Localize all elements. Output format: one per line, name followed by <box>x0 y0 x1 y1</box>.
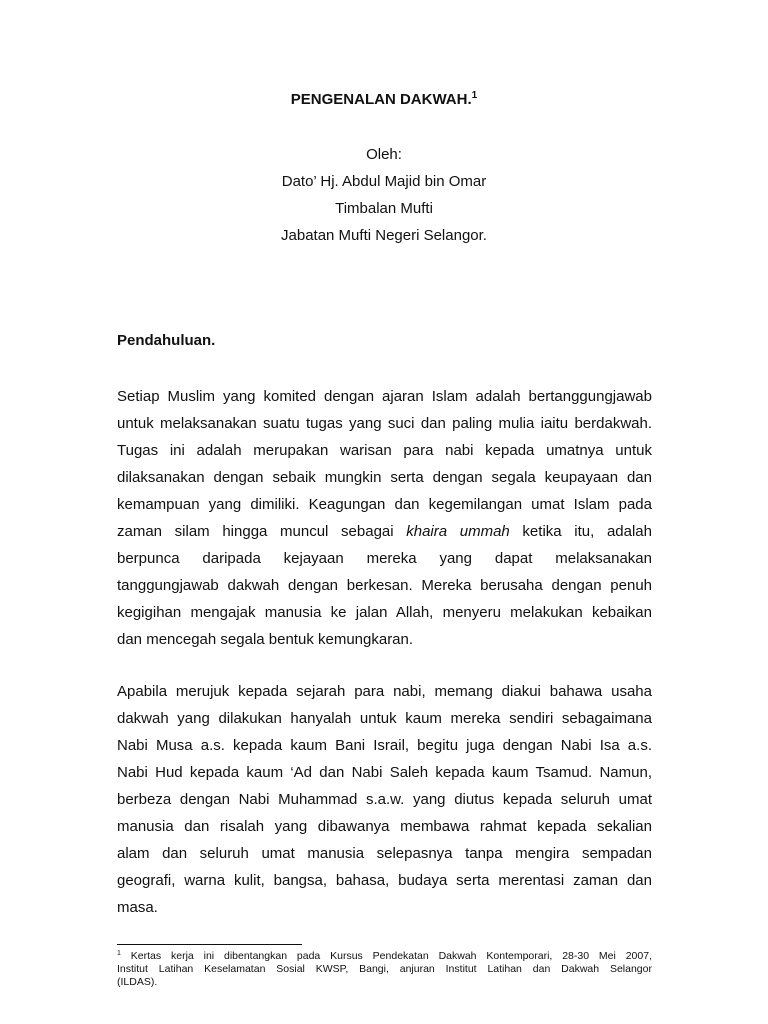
line-text: ketika itu, adalah <box>509 523 652 540</box>
paragraph-line <box>117 518 652 545</box>
paragraph-line: tanggungjawab dakwah dengan berkesan. Mereka berusaha dengan penuh <box>117 577 652 594</box>
paragraph-line: Tugas ini adalah merupakan warisan para nabi kepada umatnya untuk <box>117 442 652 459</box>
paragraph-2 <box>117 678 652 921</box>
paragraph-1 <box>117 383 652 653</box>
section-heading: Pendahuluan. <box>117 332 216 349</box>
paragraph-line: Nabi Musa a.s. kepada kaum Bani Israil, begitu juga dengan Nabi Isa a.s. <box>117 737 652 754</box>
footnote-text: Kertas kerja ini dibentangkan pada Kursus Pendekatan Dakwah Kontemporari, 28-30 Mei 2007, <box>120 950 652 962</box>
paragraph-line: kegigihan mengajak manusia ke jalan Allah, menyeru melakukan kebaikan <box>117 604 652 621</box>
footnote-marker: 1 <box>117 950 121 957</box>
footnote-line: (ILDAS). <box>117 976 158 988</box>
paragraph-line: Apabila merujuk kepada sejarah para nabi, memang diakui bahawa usaha <box>117 683 652 700</box>
author-name: Dato’ Hj. Abdul Majid bin Omar <box>281 173 487 190</box>
paragraph-line: untuk melaksanakan suatu tugas yang suci dan paling mulia iaitu berdakwah. <box>117 415 652 432</box>
paragraph-line: dan mencegah segala bentuk kemungkaran. <box>117 631 414 648</box>
line-text: zaman silam hingga muncul sebagai <box>117 523 407 540</box>
document-title <box>0 91 768 109</box>
footnote <box>117 950 652 989</box>
paragraph-line: Nabi Hud kepada kaum ‘Ad dan Nabi Saleh kepada kaum Tsamud. Namun, <box>117 764 652 781</box>
footnote-line <box>117 950 652 963</box>
paragraph-line: alam dan seluruh umat manusia selepasnya tanpa mengira sempadan <box>117 845 652 862</box>
author-department: Jabatan Mufti Negeri Selangor. <box>281 227 487 244</box>
paragraph-line: berbeza dengan Nabi Muhammad s.a.w. yang diutus kepada seluruh umat <box>117 791 652 808</box>
paragraph-line: dilaksanakan dengan sebaik mungkin serta dengan segala keupayaan dan <box>117 469 652 486</box>
title-text: PENGENALAN DAKWAH. <box>290 91 472 108</box>
paragraph-line: manusia dan risalah yang dibawanya membawa rahmat kepada sekalian <box>117 818 652 835</box>
footnote-separator <box>117 944 302 945</box>
author-position: Timbalan Mufti <box>335 200 433 217</box>
italic-term: khaira ummah <box>406 523 510 540</box>
paragraph-line: Setiap Muslim yang komited dengan ajaran Islam adalah bertanggungjawab <box>117 388 652 405</box>
paragraph-line: dakwah yang dilakukan hanyalah untuk kaum mereka sendiri sebagaimana <box>117 710 652 727</box>
title-footnote-ref: 1 <box>471 90 478 101</box>
footnote-line: Institut Latihan Keselamatan Sosial KWSP, Bangi, anjuran Institut Latihan dan Dakwah Selangor <box>117 963 652 975</box>
paragraph-line: masa. <box>117 899 158 916</box>
paragraph-line: geografi, warna kulit, bangsa, bahasa, budaya serta merentasi zaman dan <box>117 872 652 889</box>
paragraph-line: berpunca daripada kejayaan mereka yang dapat melaksanakan <box>117 550 652 567</box>
paragraph-line: kemampuan yang dimiliki. Keagungan dan kegemilangan umat Islam pada <box>117 496 652 513</box>
byline-label: Oleh: <box>366 146 402 163</box>
